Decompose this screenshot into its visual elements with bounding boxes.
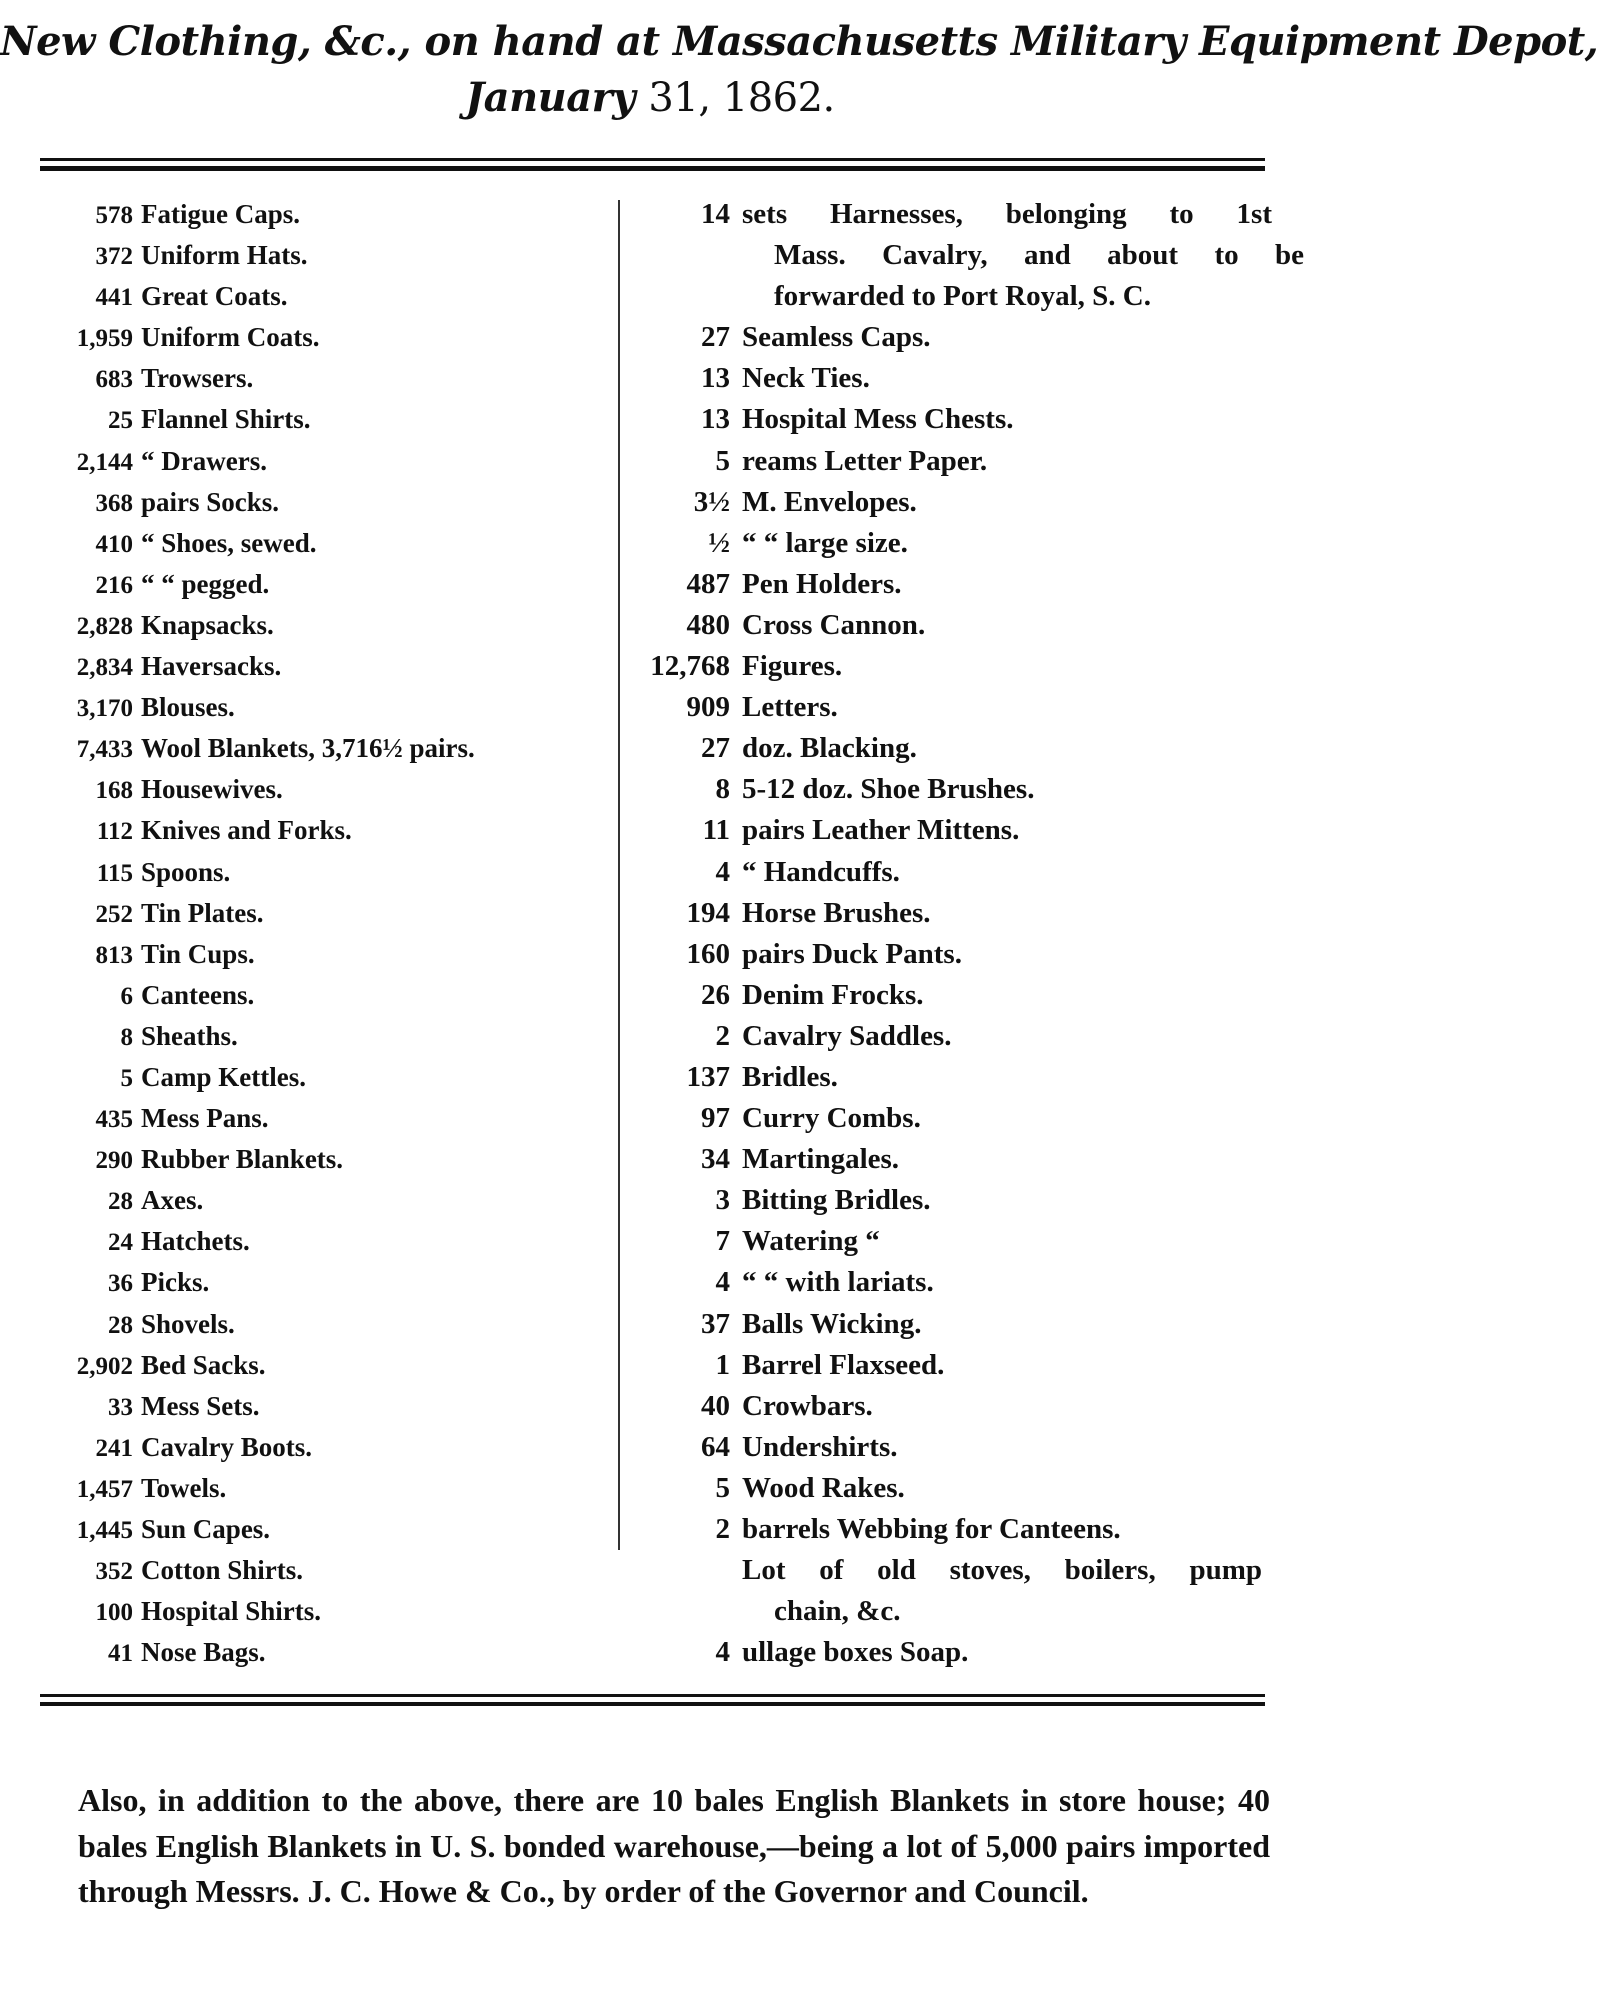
quantity: 813	[95, 941, 133, 969]
right-inventory-row	[640, 767, 1280, 808]
quantity: 8	[120, 1023, 133, 1051]
quantity: 3,170	[76, 695, 133, 723]
item-description: Seamless Caps.	[742, 321, 931, 354]
left-inventory-row	[35, 480, 595, 521]
item-description: Knives and Forks.	[141, 815, 352, 846]
item-description: Nose Bags.	[141, 1637, 266, 1668]
quantity: 1	[715, 1348, 730, 1381]
right-inventory-row	[640, 1260, 1280, 1301]
right-inventory-row	[640, 644, 1280, 685]
item-description: Spoons.	[141, 856, 231, 887]
quantity: 352	[95, 1558, 133, 1586]
right-inventory-row	[640, 1055, 1280, 1096]
left-inventory-row	[35, 439, 595, 480]
item-description: Curry Combs.	[742, 1102, 921, 1135]
item-description: “ Shoes, sewed.	[141, 527, 317, 558]
item-description: ullage boxes Soap.	[742, 1636, 969, 1669]
quantity: 7	[715, 1225, 730, 1258]
quantity: 4	[715, 1636, 730, 1669]
quantity: 112	[96, 818, 133, 846]
left-inventory-row	[35, 891, 595, 932]
left-inventory-row	[35, 1302, 595, 1343]
quantity: 5	[715, 444, 730, 477]
right-inventory-row	[640, 1219, 1280, 1260]
item-description: Haversacks.	[141, 651, 282, 682]
right-inventory-row	[640, 1384, 1280, 1425]
left-inventory-row	[35, 726, 595, 767]
left-inventory-column	[35, 192, 595, 1671]
left-inventory-row	[35, 315, 595, 356]
quantity: 1,457	[76, 1475, 133, 1503]
left-inventory-row	[35, 192, 595, 233]
quantity: 26	[701, 978, 730, 1011]
item-description: Balls Wicking.	[742, 1307, 922, 1340]
right-inventory-row	[640, 1178, 1280, 1219]
right-inventory-row	[640, 1425, 1280, 1466]
bottom-rule-thin	[40, 1694, 1265, 1697]
right-inventory-row	[640, 808, 1280, 849]
right-inventory-row	[640, 726, 1280, 767]
left-inventory-row	[35, 1507, 595, 1548]
quantity: 194	[686, 896, 730, 929]
item-description: Flannel Shirts.	[141, 404, 311, 435]
quantity: 168	[95, 777, 133, 805]
left-inventory-row	[35, 1589, 595, 1630]
quantity: 40	[701, 1389, 730, 1422]
quantity: 28	[108, 1311, 133, 1339]
item-description: chain, &c.	[774, 1595, 901, 1628]
item-description: 5-12 doz. Shoe Brushes.	[742, 773, 1035, 806]
right-inventory-row	[640, 315, 1280, 356]
quantity: 368	[95, 489, 133, 517]
right-inventory-row	[640, 1507, 1280, 1548]
item-description: Axes.	[141, 1185, 204, 1216]
right-inventory-row	[640, 1466, 1280, 1507]
left-inventory-row	[35, 233, 595, 274]
quantity: 97	[701, 1102, 730, 1135]
item-description: Fatigue Caps.	[141, 199, 301, 229]
right-inventory-row	[640, 973, 1280, 1014]
quantity: 3½	[693, 485, 730, 518]
quantity: 3	[715, 1184, 730, 1217]
quantity: 2	[715, 1019, 730, 1052]
item-description: Canteens.	[141, 979, 255, 1010]
quantity: 5	[120, 1064, 133, 1092]
left-inventory-row	[35, 1096, 595, 1137]
item-description: M. Envelopes.	[742, 485, 917, 518]
quantity: 6	[120, 982, 133, 1010]
item-description: Mess Sets.	[141, 1390, 260, 1421]
item-description: Bitting Bridles.	[742, 1184, 931, 1217]
left-inventory-row	[35, 850, 595, 891]
item-description: Hospital Shirts.	[141, 1596, 322, 1627]
right-inventory-row	[640, 356, 1280, 397]
quantity: 2,144	[76, 448, 133, 476]
right-inventory-row	[640, 1014, 1280, 1055]
quantity: 487	[686, 567, 730, 600]
item-description: Shovels.	[141, 1308, 235, 1339]
item-description: pairs Duck Pants.	[742, 937, 962, 970]
quantity: 27	[701, 321, 730, 354]
quantity: 2	[715, 1513, 730, 1545]
quantity: 2,828	[76, 612, 133, 640]
quantity: 909	[686, 691, 730, 724]
quantity: 683	[95, 366, 133, 394]
item-description: doz. Blacking.	[742, 732, 917, 765]
left-inventory-row	[35, 1343, 595, 1384]
item-description: Cotton Shirts.	[141, 1555, 304, 1586]
item-description: Barrel Flaxseed.	[742, 1348, 945, 1381]
left-inventory-row	[35, 973, 595, 1014]
quantity: 2,902	[76, 1352, 133, 1380]
left-inventory-row	[35, 397, 595, 438]
quantity: 41	[108, 1640, 133, 1668]
item-description: Neck Ties.	[742, 362, 870, 395]
item-description: pairs Leather Mittens.	[742, 814, 1020, 847]
quantity: 241	[95, 1434, 133, 1462]
quantity: 578	[95, 202, 133, 229]
quantity: 410	[95, 530, 133, 558]
right-inventory-row	[640, 1096, 1280, 1137]
item-description: Bed Sacks.	[141, 1349, 266, 1380]
quantity: 33	[108, 1393, 133, 1421]
item-description: “ Handcuffs.	[742, 855, 900, 888]
item-description: Blouses.	[141, 692, 235, 723]
quantity: ½	[708, 526, 730, 559]
right-inventory-row	[640, 685, 1280, 726]
left-inventory-row	[35, 1055, 595, 1096]
quantity: 24	[108, 1229, 133, 1257]
item-description: “ “ pegged.	[141, 568, 270, 599]
item-description: Figures.	[742, 650, 843, 683]
item-description: Lot of old stoves, boilers, pump	[742, 1554, 1262, 1587]
footer-note: Also, in addition to the above, there are 10 bales English Blankets in store house; 40 bales English Blankets in U. S. bonded warehouse,—being a lot of 5,000 pairs imported through Messrs. J. C. Howe & Co., by order of the Governor and Council.	[78, 1782, 1270, 1909]
item-description: Pen Holders.	[742, 567, 902, 600]
left-inventory-row	[35, 1014, 595, 1055]
item-description: barrels Webbing for Canteens.	[742, 1513, 1121, 1545]
quantity: 2,834	[76, 654, 133, 682]
right-inventory-row	[640, 891, 1280, 932]
item-description: Hospital Mess Chests.	[742, 403, 1014, 436]
item-description: Cross Cannon.	[742, 608, 926, 641]
item-description: “ “ with lariats.	[742, 1266, 934, 1299]
left-inventory-row	[35, 521, 595, 562]
quantity: 160	[686, 937, 730, 970]
left-inventory-row	[35, 603, 595, 644]
quantity: 36	[108, 1270, 133, 1298]
item-description: Mass. Cavalry, and about to be	[774, 239, 1304, 272]
item-description: Wool Blankets, 3,716½ pairs.	[141, 733, 475, 764]
right-inventory-row	[640, 274, 1280, 315]
right-inventory-row	[640, 1548, 1280, 1589]
left-inventory-row	[35, 562, 595, 603]
left-inventory-row	[35, 1260, 595, 1301]
page-title-line-2	[0, 74, 1300, 121]
quantity: 64	[701, 1430, 730, 1463]
item-description: Picks.	[141, 1267, 210, 1298]
quantity: 34	[701, 1143, 730, 1176]
quantity: 13	[701, 403, 730, 436]
item-description: “ “ large size.	[742, 526, 908, 559]
left-inventory-row	[35, 1178, 595, 1219]
item-description: Uniform Coats.	[141, 322, 320, 353]
column-divider	[618, 200, 620, 1550]
left-inventory-row	[35, 1630, 595, 1671]
item-description: Great Coats.	[141, 281, 288, 312]
quantity: 25	[108, 407, 133, 435]
right-inventory-row	[640, 1589, 1280, 1630]
quantity: 13	[701, 362, 730, 395]
item-description: Letters.	[742, 691, 838, 724]
item-description: pairs Socks.	[141, 486, 280, 517]
left-inventory-row	[35, 808, 595, 849]
item-description: “ Drawers.	[141, 445, 267, 476]
left-inventory-row	[35, 1425, 595, 1466]
item-description: Sheaths.	[141, 1020, 238, 1051]
bottom-rule-thick	[40, 1702, 1265, 1706]
left-inventory-row	[35, 932, 595, 973]
quantity: 252	[95, 900, 133, 928]
right-inventory-row	[640, 439, 1280, 480]
right-inventory-row	[640, 562, 1280, 603]
right-inventory-row	[640, 603, 1280, 644]
item-description: Camp Kettles.	[141, 1061, 306, 1092]
right-inventory-row	[640, 1137, 1280, 1178]
quantity: 4	[715, 855, 730, 888]
quantity: 11	[702, 814, 730, 847]
quantity: 1,445	[76, 1517, 133, 1544]
top-rule-thick	[40, 166, 1265, 171]
quantity: 12,768	[650, 650, 730, 683]
quantity: 37	[701, 1307, 730, 1340]
quantity: 115	[96, 859, 133, 887]
right-inventory-row	[640, 1343, 1280, 1384]
quantity: 137	[686, 1060, 730, 1093]
left-inventory-row	[35, 1384, 595, 1425]
page-title-line-1: New Clothing, &c., on hand at Massachusetts Military Equipment Depot,	[0, 18, 1598, 65]
item-description: Undershirts.	[742, 1430, 898, 1463]
item-description: Tin Plates.	[141, 897, 264, 928]
right-inventory-row	[640, 397, 1280, 438]
left-inventory-row	[35, 1548, 595, 1589]
quantity: 216	[95, 571, 133, 599]
item-description: Martingales.	[742, 1143, 900, 1176]
item-description: Knapsacks.	[141, 609, 274, 640]
item-description: Rubber Blankets.	[141, 1144, 344, 1175]
right-inventory-column	[640, 192, 1304, 1671]
item-description: reams Letter Paper.	[742, 444, 988, 477]
item-description: Cavalry Saddles.	[742, 1019, 952, 1052]
quantity: 441	[95, 284, 133, 312]
left-inventory-row	[35, 1219, 595, 1260]
left-inventory-row	[35, 767, 595, 808]
item-description: Hatchets.	[141, 1226, 250, 1257]
right-inventory-row	[640, 192, 1280, 233]
right-inventory-row	[640, 233, 1304, 274]
item-description: Tin Cups.	[141, 938, 255, 969]
quantity: 8	[715, 773, 730, 806]
right-inventory-row	[640, 932, 1280, 973]
quantity: 5	[715, 1471, 730, 1504]
quantity: 480	[686, 608, 730, 641]
left-inventory-row	[35, 356, 595, 397]
title-month: January	[465, 74, 635, 121]
top-rule-thin	[40, 158, 1265, 161]
item-description: Sun Capes.	[141, 1514, 271, 1544]
item-description: Towels.	[141, 1472, 227, 1503]
item-description: Cavalry Boots.	[141, 1431, 312, 1462]
item-description: Wood Rakes.	[742, 1471, 905, 1504]
quantity: 28	[108, 1188, 133, 1216]
right-inventory-row	[640, 850, 1280, 891]
item-description: sets Harnesses, belonging to 1st	[742, 198, 1272, 230]
left-inventory-row	[35, 685, 595, 726]
quantity: 4	[715, 1266, 730, 1299]
left-inventory-row	[35, 644, 595, 685]
quantity: 14	[701, 198, 730, 230]
item-description: Watering “	[742, 1225, 880, 1258]
quantity: 7,433	[76, 736, 133, 764]
item-description: Bridles.	[742, 1060, 838, 1093]
item-description: forwarded to Port Royal, S. C.	[774, 280, 1151, 313]
item-description: Trowsers.	[141, 363, 254, 394]
left-inventory-row	[35, 1137, 595, 1178]
quantity: 290	[95, 1147, 133, 1175]
title-date: 31, 1862.	[648, 75, 835, 121]
right-inventory-row	[640, 521, 1280, 562]
quantity: 1,959	[76, 325, 133, 353]
item-description: Housewives.	[141, 774, 283, 805]
right-inventory-row	[640, 480, 1280, 521]
quantity: 100	[95, 1599, 133, 1627]
left-inventory-row	[35, 1466, 595, 1507]
quantity: 372	[95, 243, 133, 271]
item-description: Horse Brushes.	[742, 896, 931, 929]
item-description: Mess Pans.	[141, 1103, 269, 1134]
right-inventory-row	[640, 1302, 1280, 1343]
quantity: 435	[95, 1106, 133, 1134]
quantity: 27	[701, 732, 730, 765]
left-inventory-row	[35, 274, 595, 315]
right-inventory-row	[640, 1630, 1280, 1671]
item-description: Uniform Hats.	[141, 240, 308, 271]
item-description: Denim Frocks.	[742, 978, 924, 1011]
item-description: Crowbars.	[742, 1389, 873, 1422]
